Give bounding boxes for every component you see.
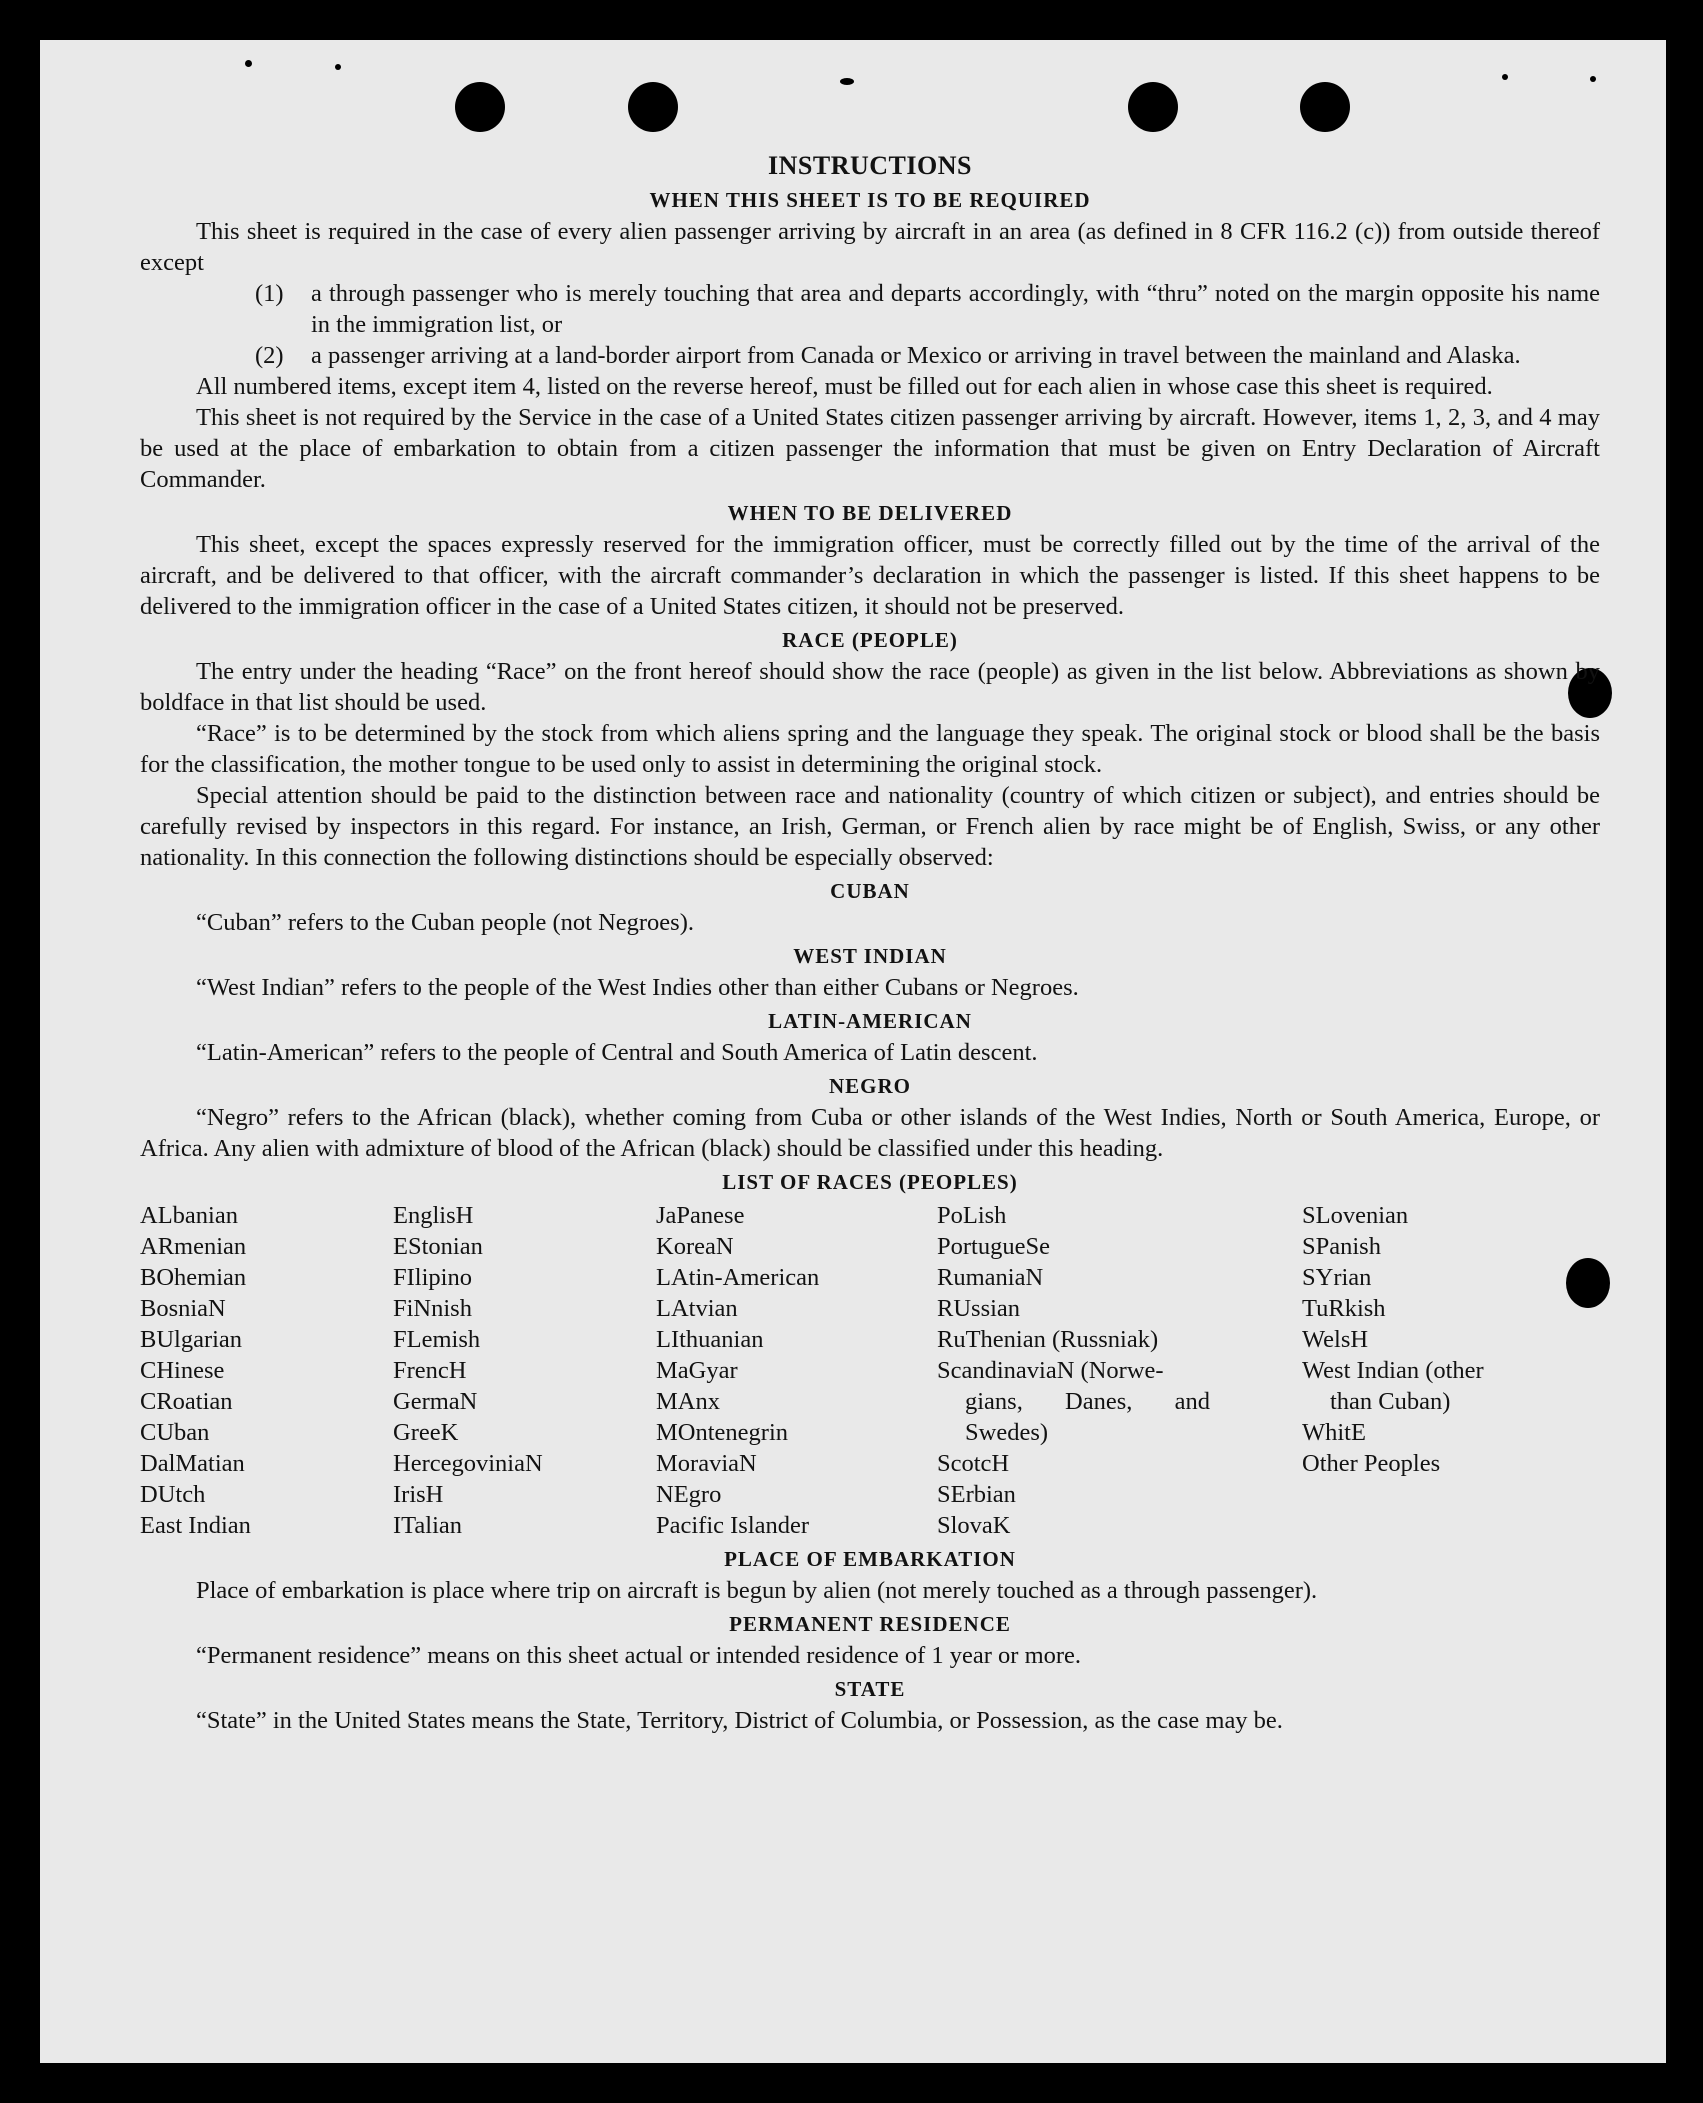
race-item: IrisH	[393, 1481, 444, 1508]
race-item: DalMatian	[140, 1450, 245, 1477]
race-item: SErbian	[937, 1481, 1016, 1508]
race-item: LIthuanian	[656, 1326, 764, 1353]
race-item: TuRkish	[1302, 1295, 1386, 1322]
race-item: HercegoviniaN	[393, 1450, 543, 1477]
race-item: ScandinaviaN (Norwe-	[937, 1357, 1164, 1384]
race-item: WhitE	[1302, 1419, 1366, 1446]
race-item: RuThenian (Russniak)	[937, 1326, 1159, 1353]
race-item: LAtvian	[656, 1295, 738, 1322]
paragraph: The entry under the heading “Race” on the front hereof should show the race (people) as given in the list below. Abbreviations as shown by boldface in that list should be used.	[140, 658, 1600, 716]
race-item: MAnx	[656, 1388, 720, 1415]
race-item: JaPanese	[656, 1202, 745, 1229]
section-heading: LATIN-AMERICAN	[768, 1009, 972, 1033]
race-item: ALbanian	[140, 1202, 238, 1229]
race-item: CRoatian	[140, 1388, 233, 1415]
race-item: MOntenegrin	[656, 1419, 788, 1446]
race-item: Other Peoples	[1302, 1450, 1441, 1477]
race-item: KoreaN	[656, 1233, 734, 1260]
race-item: East Indian	[140, 1512, 251, 1539]
race-column	[140, 1200, 393, 1541]
race-item: MoraviaN	[656, 1450, 757, 1477]
section-heading: WHEN TO BE DELIVERED	[727, 501, 1013, 525]
list-item	[140, 278, 1600, 340]
race-column	[1302, 1200, 1582, 1541]
race-item: Pacific Islander	[656, 1512, 810, 1539]
speck	[1590, 76, 1596, 82]
race-item: PoLish	[937, 1202, 1007, 1229]
race-item: BosniaN	[140, 1295, 226, 1322]
race-item: LAtin-American	[656, 1264, 820, 1291]
punch-hole	[1128, 82, 1178, 132]
paragraph: This sheet is required in the case of every alien passenger arriving by aircraft in an area (as defined in 8 CFR 116.2 (c)) from outside thereof except	[140, 218, 1600, 276]
race-item: SPanish	[1302, 1233, 1381, 1260]
section-heading: RACE (PEOPLE)	[782, 628, 958, 652]
race-item: EStonian	[393, 1233, 483, 1260]
punch-hole	[455, 82, 505, 132]
list-item	[140, 340, 1600, 371]
race-item: FrencH	[393, 1357, 467, 1384]
race-item: CHinese	[140, 1357, 225, 1384]
item-text: a passenger arriving at a land-border airport from Canada or Mexico or arriving in travel between the mainland and Alaska.	[311, 342, 1521, 369]
item-number: (1)	[255, 280, 284, 307]
race-item: PortugueSe	[937, 1233, 1050, 1260]
speck	[1502, 74, 1508, 80]
definition: Place of embarkation is place where trip on aircraft is begun by alien (not merely touched as a through passenger).	[196, 1577, 1318, 1604]
paragraph: Special attention should be paid to the distinction between race and nationality (country of which citizen or subject), and entries should be carefully revised by inspectors in this regard. For instance, an Irish, German, or French alien by race might be of English, Swiss, or any other nationality. In this connection the following distinctions should be especially observed:	[140, 782, 1600, 871]
race-item: BUlgarian	[140, 1326, 243, 1353]
race-item: FLemish	[393, 1326, 481, 1353]
section-heading: LIST OF RACES (PEOPLES)	[722, 1170, 1018, 1194]
race-item: RumaniaN	[937, 1264, 1044, 1291]
race-item: WelsH	[1302, 1326, 1369, 1353]
definition: “Latin-American” refers to the people of Central and South America of Latin descent.	[196, 1039, 1038, 1066]
punch-hole	[1300, 82, 1350, 132]
race-column	[937, 1200, 1302, 1541]
paragraph: This sheet, except the spaces expressly reserved for the immigration officer, must be correctly filled out by the time of the arrival of the aircraft, and be delivered to that officer, with the aircraft commander’s declaration in which the passenger is listed. If this sheet happens to be delivered to the immigration officer in the case of a United States citizen, it should not be preserved.	[140, 531, 1600, 620]
definition: “Cuban” refers to the Cuban people (not Negroes).	[196, 909, 694, 936]
race-item: FiNnish	[393, 1295, 472, 1322]
race-item-continued: Swedes)	[965, 1419, 1049, 1446]
race-item: ARmenian	[140, 1233, 247, 1260]
race-item: SLovenian	[1302, 1202, 1409, 1229]
document-page	[40, 40, 1666, 2063]
race-item: SYrian	[1302, 1264, 1372, 1291]
punch-hole	[628, 82, 678, 132]
race-item: FIlipino	[393, 1264, 472, 1291]
section-heading: PLACE OF EMBARKATION	[724, 1547, 1016, 1571]
race-column	[656, 1200, 937, 1541]
section-heading: WHEN THIS SHEET IS TO BE REQUIRED	[649, 188, 1091, 212]
definition: “Permanent residence” means on this sheet actual or intended residence of 1 year or more.	[196, 1642, 1082, 1669]
paragraph: “Race” is to be determined by the stock from which aliens spring and the language they speak. The original stock or blood shall be the basis for the classification, the mother tongue to be used only to assist in determining the original stock.	[140, 720, 1600, 778]
race-list	[140, 1200, 1600, 1541]
section-heading: CUBAN	[830, 879, 910, 903]
race-item: MaGyar	[656, 1357, 738, 1384]
race-item: GreeK	[393, 1419, 459, 1446]
race-item: EnglisH	[393, 1202, 474, 1229]
item-number: (2)	[255, 342, 284, 369]
section-heading: WEST INDIAN	[793, 944, 947, 968]
speck	[335, 64, 341, 70]
definition: “West Indian” refers to the people of the West Indies other than either Cubans or Negroes.	[196, 974, 1079, 1001]
race-item: GermaN	[393, 1388, 478, 1415]
race-item: West Indian (other	[1302, 1357, 1484, 1384]
race-column	[393, 1200, 656, 1541]
race-item-continued: than Cuban)	[1330, 1388, 1451, 1415]
race-item: RUssian	[937, 1295, 1021, 1322]
race-item: NEgro	[656, 1481, 722, 1508]
section-heading: NEGRO	[828, 1074, 911, 1098]
definition: “Negro” refers to the African (black), whether coming from Cuba or other islands of the West Indies, North or South America, Europe, or Africa. Any alien with admixture of blood of the African (black) should be classified under this heading.	[140, 1104, 1600, 1162]
page-title: INSTRUCTIONS	[768, 151, 972, 180]
race-item: BOhemian	[140, 1264, 247, 1291]
section-heading: STATE	[834, 1677, 906, 1701]
race-item: ScotcH	[937, 1450, 1010, 1477]
paragraph: All numbered items, except item 4, listed on the reverse hereof, must be filled out for each alien in whose case this sheet is required.	[196, 373, 1493, 400]
speck	[245, 60, 252, 67]
race-item: CUban	[140, 1419, 210, 1446]
race-item-continued: gians, Danes, and	[965, 1388, 1210, 1415]
instructions-text	[140, 150, 1600, 1736]
section-heading: PERMANENT RESIDENCE	[729, 1612, 1011, 1636]
item-text: a through passenger who is merely touching that area and departs accordingly, with “thru” noted on the margin opposite his name in the immigration list, or	[311, 280, 1600, 338]
definition: “State” in the United States means the State, Territory, District of Columbia, or Possession, as the case may be.	[196, 1707, 1283, 1734]
speck	[840, 78, 854, 85]
race-item: ITalian	[393, 1512, 463, 1539]
paragraph: This sheet is not required by the Service in the case of a United States citizen passenger arriving by aircraft. However, items 1, 2, 3, and 4 may be used at the place of embarkation to obtain from a citizen passenger the information that must be given on Entry Declaration of Aircraft Commander.	[140, 404, 1600, 493]
race-item: SlovaK	[937, 1512, 1011, 1539]
race-item: DUtch	[140, 1481, 206, 1508]
